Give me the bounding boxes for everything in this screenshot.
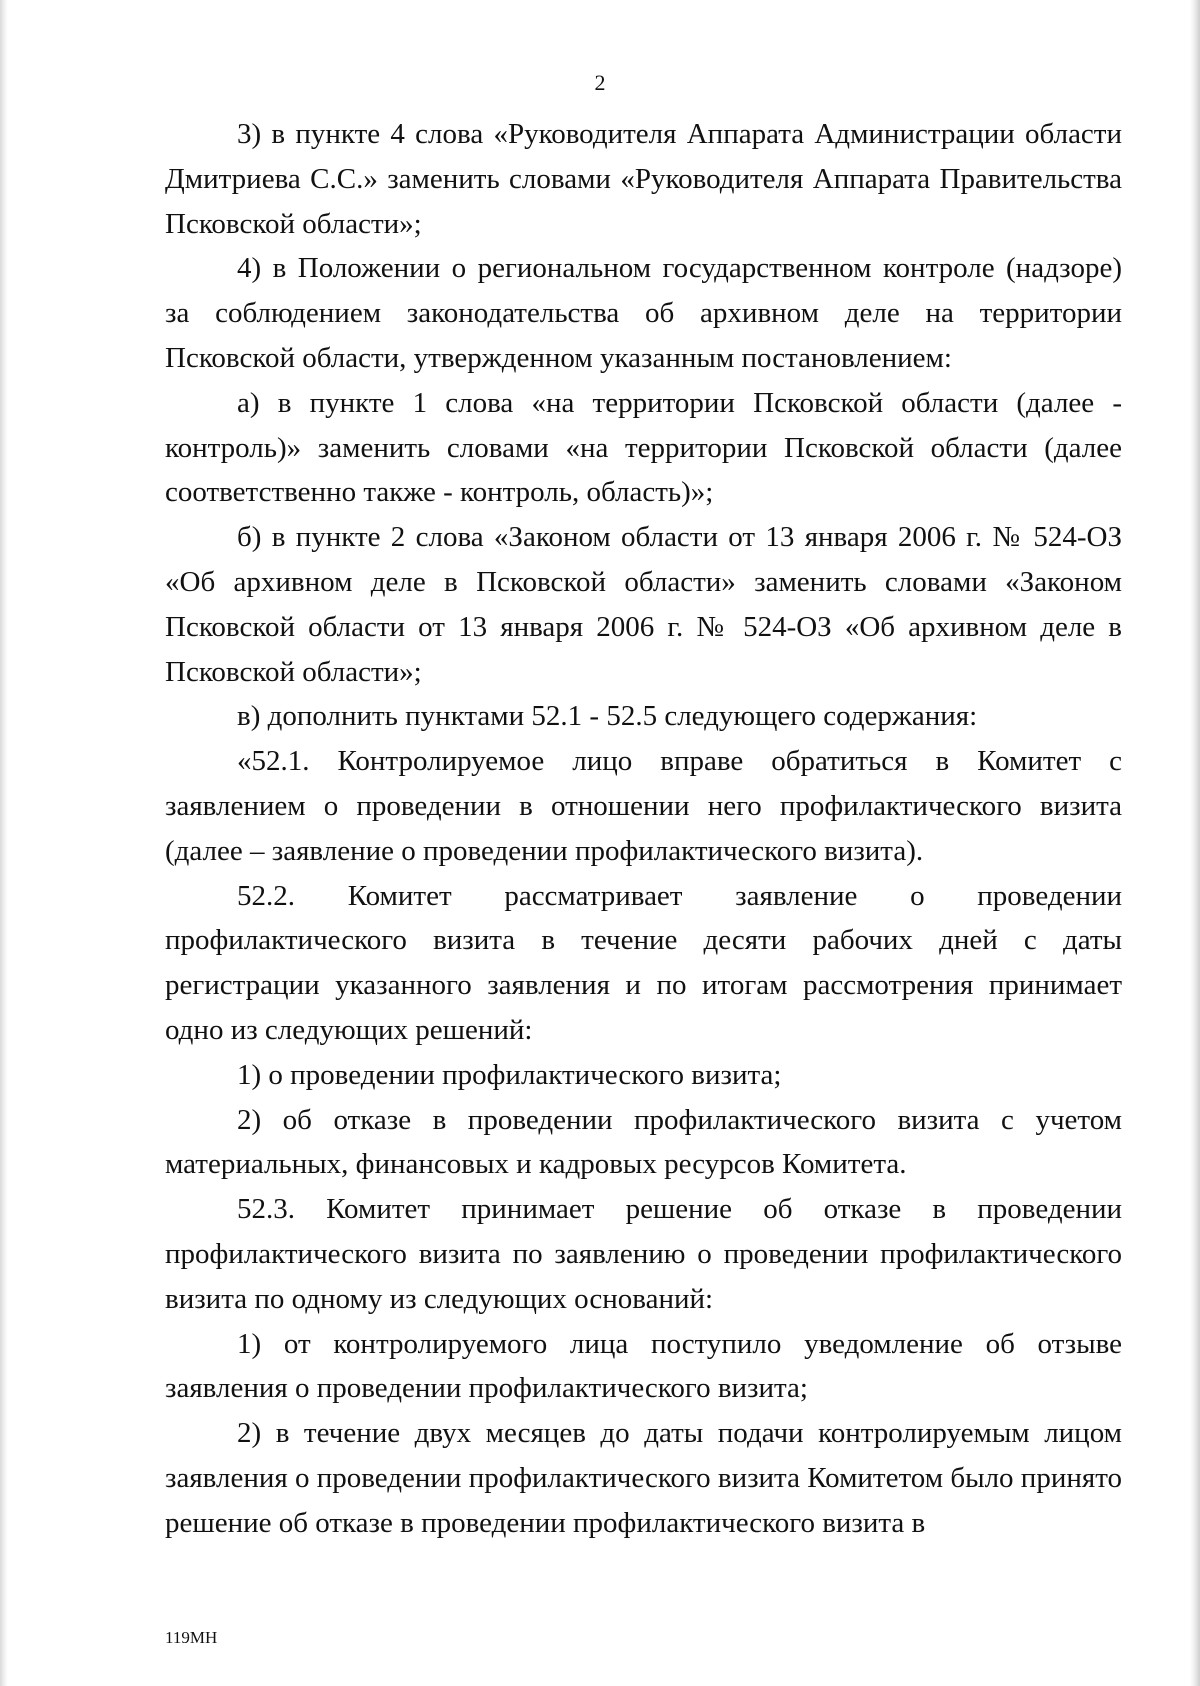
scan-edge-right (1190, 0, 1200, 1686)
document-code: 119МН (165, 1628, 218, 1647)
paragraph-item-4: 4) в Положении о региональном государственном контроле (надзоре) за соблюдением законодательства об архивном деле на территории Псковской области, утвержденном указанным постановлением: (165, 252, 1122, 374)
paragraph-52-2-item-2: 2) об отказе в проведении профилактического визита с учетом материальных, финансовых и кадровых ресурсов Комитета. (165, 1103, 1122, 1181)
document-body (165, 112, 1122, 1546)
paragraph-52-1: «52.1. Контролируемое лицо вправе обратиться в Комитет с заявлением о проведении в отношении него профилактического визита (далее – заявление о проведении профилактического визита). (165, 745, 1122, 867)
paragraph-subitem-a: а) в пункте 1 слова «на территории Псковской области (далее - контроль)» заменить словами «на территории Псковской области (далее соответственно также - контроль, область)»; (165, 386, 1122, 509)
paragraph-52-3: 52.3. Комитет принимает решение об отказе в проведении профилактического визита по заявлению о проведении профилактического визита по одному из следующих оснований: (165, 1193, 1122, 1315)
paragraph-52-2-item-1: 1) о проведении профилактического визита; (237, 1058, 782, 1091)
paragraph-52-2: 52.2. Комитет рассматривает заявление о проведении профилактического визита в течение десяти рабочих дней с даты регистрации указанного заявления и по итогам рассмотрения принимает одно из следующих решений: (165, 879, 1122, 1046)
paragraph-item-3: 3) в пункте 4 слова «Руководителя Аппарата Администрации области Дмитриева С.С.» заменить словами «Руководителя Аппарата Правительства Псковской области»; (165, 118, 1122, 240)
paragraph-52-3-item-2: 2) в течение двух месяцев до даты подачи контролируемым лицом заявления о проведении профилактического визита Комитетом было принято решение об отказе в проведении профилактического визита в (165, 1417, 1122, 1539)
paragraph-52-3-item-1: 1) от контролируемого лица поступило уведомление об отзыве заявления о проведении профилактического визита; (165, 1327, 1122, 1405)
paragraph-subitem-b: б) в пункте 2 слова «Законом области от 13 января 2006 г. № 524-ОЗ «Об архивном деле в Псковской области» заменить словами «Законом Псковской области от 13 января 2006 г. № 524-ОЗ «Об архивном деле в Псковской области»; (165, 521, 1122, 688)
page-number: 2 (594, 70, 606, 95)
paragraph-subitem-v: в) дополнить пунктами 52.1 - 52.5 следующего содержания: (237, 700, 978, 733)
scan-edge-left (0, 0, 8, 1686)
